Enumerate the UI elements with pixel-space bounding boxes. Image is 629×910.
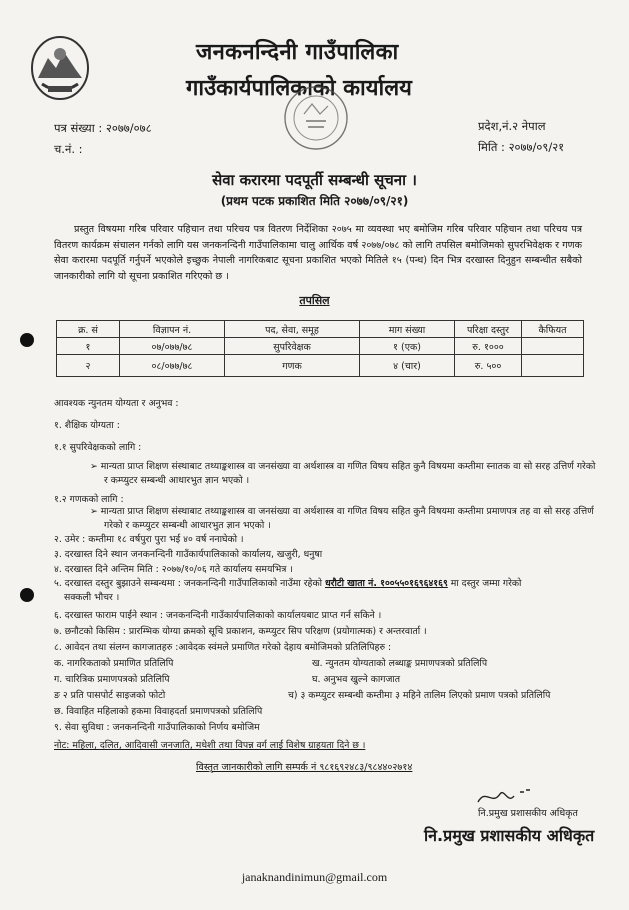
doc-computer-training: च) ३ कम्प्युटर सम्बन्धी कम्तीमा ३ महिने तालिम लिएको प्रमाण पत्रको प्रतिलिपि (288, 690, 551, 701)
documents-heading: ८. आवेदन तथा संलग्न कागजातहरु :आवेदक स्वंमले प्रमाणित गरेको देहाय बमोजिमको प्रतिलिपिहरु : (54, 642, 392, 653)
doc-citizenship: क. नागरिकताको प्रमाणित प्रतिलिपि (54, 658, 174, 669)
fee-text: ५. दरखास्त दस्तुर बुझाउने सम्बन्धमा : जनकनन्दिनी गाउँपालिकाको नाउँमा रहेको (54, 578, 325, 589)
application-place: ३. दरखास्त दिने स्थान जनकनन्दिनी गाउँकार्यपालिकाको कार्यालय, खजुरी, धनुषा (54, 549, 323, 560)
punch-hole (20, 333, 34, 347)
col-adv-no: विज्ञापन नं. (120, 321, 225, 338)
cell: ०७/०७७/७८ (120, 338, 225, 355)
notice-title: सेवा करारमा पदपूर्ती सम्बन्धी सूचना । (212, 171, 417, 189)
table-row (57, 338, 584, 355)
doc-character: ग. चारित्रिक प्रमाणपत्रको प्रतिलिपि (54, 674, 170, 685)
letter-date: मिति : २०७७/०९/२१ (478, 140, 565, 154)
form-place: ६. दरखास्त फाराम पाईने स्थान : जनकनन्दिनी गाउँकार्यपालिकाको कार्यालयबाट प्राप्त गर्न सकिने । (54, 610, 382, 621)
doc-transcript: ख. न्युनतम योग्यताको लब्धाङ्क प्रमाणपत्रको प्रतिलिपि (312, 658, 488, 669)
deposit-account: धरौटी खाता नं. १००५५०१६९६४१६९ (324, 578, 448, 589)
fee-text-end: मा दस्तुर जम्मा गरेको (447, 578, 522, 589)
cell: १ (एक) (360, 338, 455, 355)
cell: सुपरिवेक्षक (225, 338, 360, 355)
qualification-heading: आवश्यक न्युनतम योग्यता र अनुभव : (54, 398, 179, 409)
enumerator-qualification: ➢ मान्यता प्राप्त शिक्षण संस्थाबाट तथ्याङ्कशास्त्र वा जनसंख्या वा अर्थशास्त्र वा गणित विषय सहित कुनै विषयमा कम्तीमा प्रमाणपत्र तह वा सो सरह उत्तिर्ण गरेको र कम्प्युटर सम्बन्धी आधारभुत ज्ञान भएको । (90, 506, 594, 531)
signatory-stamp: नि.प्रमुख प्रशासकीय अधिकृत (424, 826, 595, 845)
col-sn: क्र. सं (57, 321, 120, 338)
chalani-number: च.नं. : (54, 142, 83, 156)
col-fee: परिक्षा दस्तुर (455, 321, 522, 338)
table-header-row (57, 321, 584, 338)
selection-method: ७. छनौटको किसिम : प्रारम्भिक योग्या क्रमको सूचि प्रकाशन, कम्प्युटर सिप परिक्षण (प्रयोगात्मक) र अन्तरवार्ता । (54, 626, 427, 637)
vacancy-table (56, 320, 584, 377)
table-heading: तपसिल (299, 294, 330, 307)
edu-heading: १. शैक्षिक योग्यता : (54, 420, 120, 431)
fee-voucher: सक्कली भौचर । (64, 592, 120, 603)
cell: २ (57, 355, 120, 377)
handwritten-signature-icon (474, 786, 554, 808)
enumerator-qualification-text: मान्यता प्राप्त शिक्षण संस्थाबाट तथ्याङ्कशास्त्र वा जनसंख्या वा अर्थशास्त्र वा गणित विषय सहित कुनै विषयमा कम्तीमा प्रमाणपत्र तह वा सो सरह उत्तिर्ण गरेको र कम्प्युटर सम्बन्धी आधारभुत ज्ञान भएको । (100, 506, 594, 531)
supervisor-qualification: ➢ मान्यता प्राप्त शिक्षण संस्थाबाट तथ्याङ्कशास्त्र वा जनसंख्या वा अर्थशास्त्र वा गणित विषय सहित कुनै विषयमा कम्तीमा स्नातक वा सो सरह उत्तिर्ण गरेको र कम्प्युटर सम्बन्धी आधारभुत ज्ञान भएको । (90, 461, 596, 486)
notice-subtitle: (प्रथम पटक प्रकाशित मिति २०७७/०९/२१) (220, 194, 409, 208)
signatory-title: नि.प्रमुख प्रशासकीय अधिकृत (478, 808, 578, 819)
col-demand: माग संख्या (360, 321, 455, 338)
col-post: पद, सेवा, समूह (225, 321, 360, 338)
office-name: गाउँकार्यपालिकाको कार्यालय (186, 76, 412, 101)
letter-date-block (478, 116, 564, 158)
government-emblem-icon (30, 34, 90, 102)
municipality-name: जनकनन्दिनी गाउँपालिका (196, 40, 399, 65)
notice-paragraph: प्रस्तुत विषयमा गरिब परिवार पहिचान तथा परिचय पत्र वितरण निर्देशिका २०७५ मा व्यवस्था भए बमोजिम गरिब परिवार पहिचान तथा परिचय पत्र वितरण कार्यक्रम संचालन गर्नको लागि यस जनकनन्दिनी गाउँपालिकामा चालु आर्थिक वर्ष २०७७/०७८ को लागि तपसिल बमोजिमको सुपरभिवेक्षक र गणक सेवा करारमा पदपूर्ति गर्नुपर्ने भएकोले इच्छुक नेपाली नागरिकबाट सूचना प्रकाशित भएको मितिले १५ (पन्ध) दिन भित्र दरखास्त दिनुहुन सम्बन्धीत सबैको जानकारीको लागि यो सूचना प्रकाशित गरिएको छ । (54, 224, 582, 282)
letter-reference (54, 118, 152, 160)
table-row (57, 355, 584, 377)
cell (522, 355, 584, 377)
patra-sankhya: पत्र संख्या : २०७७/०७८ (54, 121, 152, 135)
age-line: २. उमेर : कम्तीमा १८ वर्षपुरा पुरा भई ४० वर्ष ननाघेको । (54, 534, 244, 545)
col-remark: कैफियत (522, 321, 584, 338)
doc-marriage: छ. विवाहित महिलाको हकमा विवाहदर्ता प्रमाणपत्रको प्रतिलिपि (54, 706, 263, 717)
punch-hole (20, 588, 34, 602)
office-email: janaknandinimun@gmail.com (241, 870, 388, 884)
supervisor-heading: १.१ सुपरिवेक्षकको लागि : (54, 442, 142, 453)
supervisor-qualification-text: मान्यता प्राप्त शिक्षण संस्थाबाट तथ्याङ्कशास्त्र वा जनसंख्या वा अर्थशास्त्र वा गणित विषय सहित कुनै विषयमा कम्तीमा स्नातक वा सो सरह उत्तिर्ण गरेको र कम्प्युटर सम्बन्धी आधारभुत ज्ञान भएको । (100, 461, 596, 486)
doc-experience: घ. अनुभव खुल्ने कागजात (312, 674, 401, 685)
cell: रु. १००० (455, 338, 522, 355)
deadline-line: ४. दरखास्त दिने अन्तिम मिति : २०७७/१०/०६ गते कार्यालय समयभित्र । (54, 564, 293, 575)
cell: १ (57, 338, 120, 355)
doc-photo: ङ २ प्रति पासपोर्ट साइजको फोटो (54, 690, 166, 701)
cell: ४ (चार) (360, 355, 455, 377)
cell: गणक (225, 355, 360, 377)
contact-line: विस्तृत जानकारीको लागि सम्पर्क नं ९८१६९२४८३/९८४४०२७१४ (196, 762, 413, 773)
enumerator-heading: १.२ गणकको लागि : (54, 494, 124, 505)
service-facility: ९. सेवा सुविधा : जनकनन्दिनी गाउँपालिकाको निर्णय बमोजिम (54, 722, 260, 733)
cell: ०८/०७७/७८ (120, 355, 225, 377)
fee-line (54, 576, 521, 589)
province: प्रदेश,नं.२ नेपाल (478, 119, 546, 133)
office-seal-icon (282, 84, 350, 152)
cell: रु. ५०० (455, 355, 522, 377)
cell (522, 338, 584, 355)
note-line: नोट: महिला, दलित, आदिवासी जनजाति, मधेशी तथा विपन्न वर्ग लाई विशेष ग्राहयता दिने छ । (54, 740, 366, 751)
